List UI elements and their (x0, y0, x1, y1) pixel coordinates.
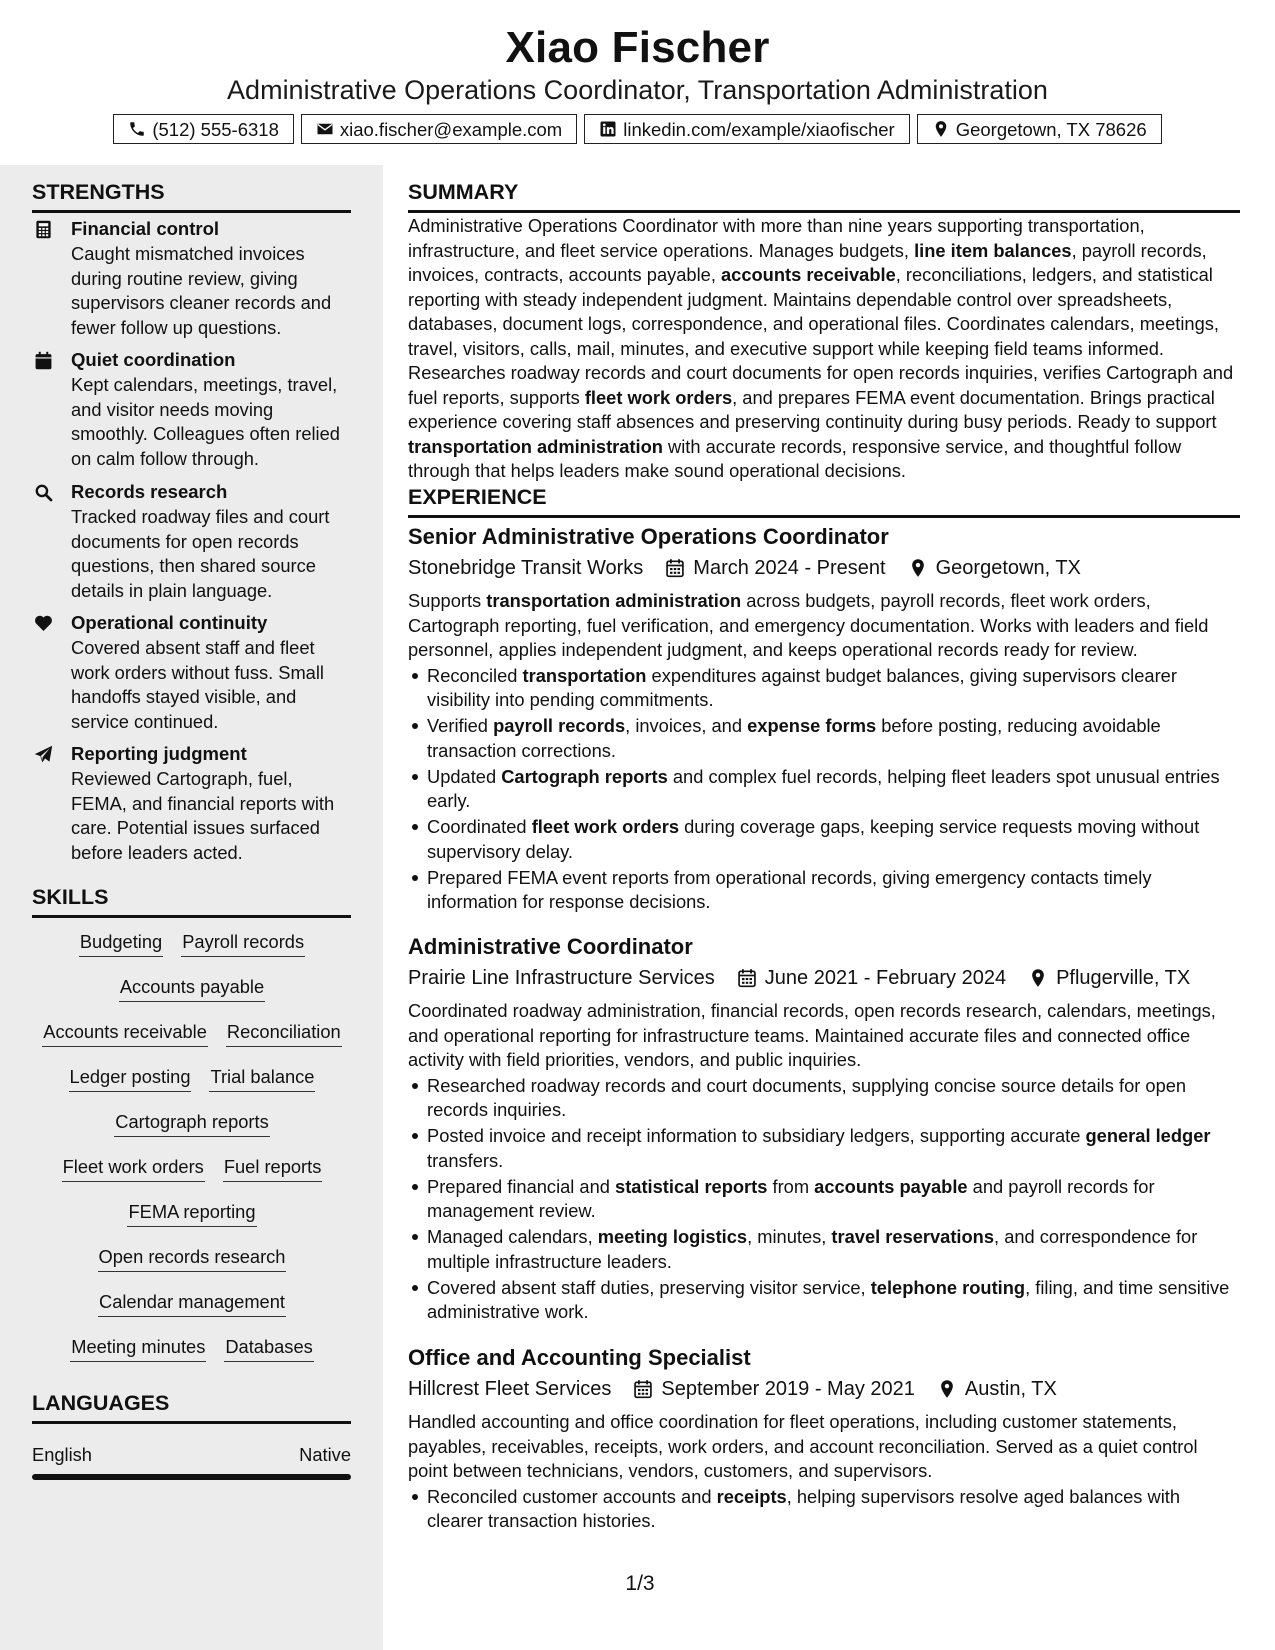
text-segment: Supports (408, 590, 487, 611)
contact-linkedin[interactable] (584, 114, 909, 144)
text-segment: , payroll records, invoices, contracts, accounts payable, (408, 239, 1207, 285)
strength-title: Records research (71, 481, 228, 502)
contact-email-text: xiao.fischer@example.com (339, 118, 563, 140)
text-segment: Coordinated roadway administration, financial records, open records research, calendars, meetings, and operational reporting for infrastructure teams. Maintained accurate files and connected office activity with field priorities, vendors, and public inquiries. (408, 1000, 1216, 1070)
job-location: Georgetown, TX (935, 557, 1081, 579)
summary-text (408, 214, 1240, 484)
phone-icon (128, 120, 146, 138)
job-bullet (408, 815, 1240, 864)
job-entry (408, 1343, 1240, 1535)
skill-tag: Calendar management (98, 1290, 286, 1317)
job-location: Austin, TX (964, 1378, 1057, 1400)
skill-row (32, 1245, 352, 1290)
calendar-icon (34, 351, 53, 370)
job-meta (408, 964, 1240, 992)
job-bullet (408, 1124, 1240, 1173)
strength-item (32, 348, 352, 471)
keyword-emphasis: telephone routing (870, 1276, 1026, 1298)
text-segment: , minutes, (747, 1226, 832, 1247)
job-bullet (408, 1175, 1240, 1224)
paper-plane-icon (34, 745, 53, 764)
job-bullet (408, 765, 1240, 814)
text-segment: before posting, reducing avoidable transaction corrections. (427, 715, 1161, 761)
job-meta (408, 1375, 1240, 1403)
strength-item (32, 611, 352, 734)
keyword-emphasis: expense forms (747, 715, 877, 736)
job-bullet (408, 866, 1240, 915)
job-dates: June 2021 - February 2024 (764, 967, 1007, 989)
text-segment: Prepared FEMA event reports from operational records, giving emergency contacts timely information for response decisions. (427, 866, 1152, 912)
job-bullet (408, 664, 1240, 713)
keyword-emphasis: accounts receivable (720, 264, 896, 285)
map-pin-icon (932, 120, 950, 138)
skill-tag: Databases (224, 1335, 313, 1362)
language-proficiency-bar (32, 1474, 351, 1480)
job-company: Stonebridge Transit Works (408, 557, 644, 579)
strength-desc: Reviewed Cartograph, fuel, FEMA, and financial reports with care. Potential issues surfaced before leaders acted. (71, 768, 335, 863)
skill-row (32, 1155, 352, 1200)
skill-row (32, 1290, 352, 1335)
language-name: English (32, 1444, 92, 1465)
job-company: Prairie Line Infrastructure Services (408, 967, 715, 989)
keyword-emphasis: fleet work orders (531, 816, 679, 837)
skill-row (32, 1335, 352, 1380)
calendar-icon (665, 558, 685, 578)
language-level: Native (299, 1444, 351, 1465)
job-title: Senior Administrative Operations Coordinator (408, 524, 889, 549)
calendar-icon (737, 968, 757, 988)
skill-tag: Fuel reports (223, 1155, 323, 1182)
job-title: Office and Accounting Specialist (408, 1345, 751, 1370)
skill-tag: Accounts receivable (42, 1020, 208, 1047)
page-number: 1/3 (625, 1572, 655, 1595)
strength-title: Quiet coordination (71, 349, 236, 370)
job-description (408, 589, 1240, 663)
job-bullets (408, 1485, 1240, 1534)
contact-phone-text: (512) 555-6318 (152, 118, 279, 140)
text-segment: Updated (427, 765, 502, 787)
experience-heading: EXPERIENCE (408, 483, 1240, 518)
contact-linkedin-text: linkedin.com/example/xiaofischer (623, 118, 895, 140)
skill-tag: Budgeting (79, 930, 163, 957)
keyword-emphasis: general ledger (1085, 1125, 1211, 1146)
job-bullet (408, 1225, 1240, 1274)
strength-desc: Kept calendars, meetings, travel, and visitor needs moving smoothly. Colleagues often relied on calm follow through. (71, 374, 340, 469)
resume-header (0, 0, 1275, 165)
strengths-heading: STRENGTHS (32, 178, 351, 213)
text-segment: from (767, 1175, 815, 1197)
skill-tag: Cartograph reports (114, 1110, 269, 1137)
job-bullets (408, 1074, 1240, 1325)
job-bullet (408, 1485, 1240, 1534)
envelope-icon (316, 120, 334, 138)
skill-tag: Payroll records (181, 930, 305, 957)
keyword-emphasis: transportation (522, 664, 647, 686)
strength-item (32, 480, 352, 603)
text-segment: , helping supervisors resolve aged balances with clearer transaction histories. (427, 1485, 1181, 1531)
text-segment: Coordinated (427, 816, 532, 837)
job-description (408, 999, 1240, 1073)
skill-row (32, 1200, 352, 1245)
skills-heading: SKILLS (32, 883, 351, 918)
text-segment: Posted invoice and receipt information to subsidiary ledgers, supporting accurate (427, 1125, 1086, 1146)
linkedin-icon (599, 120, 617, 138)
strength-item (32, 217, 352, 340)
keyword-emphasis: fleet work orders (584, 386, 733, 408)
skills-list (32, 930, 352, 1380)
keyword-emphasis: meeting logistics (597, 1226, 748, 1247)
skill-tag: FEMA reporting (127, 1200, 256, 1227)
strength-title: Reporting judgment (71, 743, 247, 764)
skill-row (32, 930, 352, 975)
summary-heading: SUMMARY (408, 178, 1240, 213)
text-segment: expenditures against budget balances, giving supervisors clearer visibility into pending commitments. (427, 664, 1177, 710)
job-company: Hillcrest Fleet Services (408, 1378, 612, 1400)
job-entry (408, 522, 1240, 916)
calculator-icon (34, 220, 53, 239)
skill-tag: Fleet work orders (62, 1155, 205, 1182)
languages-heading: LANGUAGES (32, 1389, 351, 1424)
map-pin-icon (1028, 968, 1048, 988)
text-segment: Administrative Operations Coordinator with more than nine years supporting transportation, infrastructure, and fleet service operations. Manages budgets, (408, 215, 1145, 261)
keyword-emphasis: Cartograph reports (501, 765, 668, 787)
search-icon (34, 483, 53, 502)
strength-desc: Covered absent staff and fleet work orders without fuss. Small handoffs stayed visible, and service continued. (71, 637, 324, 732)
text-segment: , and prepares FEMA event documentation. Brings practical experience covering staff absences and preserving continuity during busy periods. Ready to support (408, 386, 1217, 432)
skill-tag: Reconciliation (226, 1020, 342, 1047)
job-bullets (408, 664, 1240, 915)
heart-icon (34, 614, 53, 633)
keyword-emphasis: transportation administration (408, 435, 663, 457)
text-segment: Covered absent staff duties, preserving visitor service, (427, 1276, 871, 1298)
job-bullet (408, 1276, 1240, 1325)
text-segment: , invoices, and (625, 715, 748, 736)
contact-bar (0, 114, 1275, 144)
skill-row (32, 1020, 352, 1065)
text-segment: with accurate records, responsive service, and thoughtful follow through that helps leaders make sound operational decisions. (408, 435, 1182, 481)
candidate-headline: Administrative Operations Coordinator, Transportation Administration (227, 75, 1048, 105)
text-segment: , reconciliations, ledgers, and statistical reporting with steady independent judgment. Maintains dependable control over spreadsheets, databases, document logs, correspondence, and operational files. Coordinates calendars, meetings, travel, visitors, calls, mail, minutes, and executive support while keeping field teams informed. Researches roadway records and court documents for open records inquiries, verifies Cartograph and fuel reports, supports (408, 264, 1234, 408)
text-segment: , filing, and time sensitive administrative work. (427, 1276, 1230, 1322)
keyword-emphasis: statistical reports (615, 1175, 768, 1197)
map-pin-icon (937, 1379, 957, 1399)
calendar-icon (633, 1379, 653, 1399)
text-segment: Managed calendars, (427, 1226, 598, 1247)
text-segment: Reconciled customer accounts and (427, 1485, 717, 1507)
sidebar (0, 165, 383, 1650)
text-segment: , and correspondence for multiple infrastructure leaders. (427, 1226, 1198, 1272)
text-segment: and complex fuel records, helping fleet leaders spot unusual entries early. (427, 765, 1220, 811)
text-segment: during coverage gaps, keeping service requests moving without supervisory delay. (427, 816, 1200, 862)
keyword-emphasis: payroll records (493, 715, 626, 736)
skill-tag: Open records research (98, 1245, 287, 1272)
strength-item (32, 742, 352, 865)
contact-email[interactable] (301, 114, 577, 144)
strength-desc: Tracked roadway files and court documents for open records questions, then shared source details in plain language. (71, 506, 330, 601)
strength-title: Operational continuity (71, 612, 268, 633)
job-location: Pflugerville, TX (1056, 967, 1191, 989)
text-segment: and payroll records for management review. (427, 1175, 1155, 1221)
job-title: Administrative Coordinator (408, 934, 693, 959)
language-row (32, 1443, 351, 1467)
keyword-emphasis: line item balances (914, 239, 1072, 261)
skill-row (32, 1065, 352, 1110)
strength-title: Financial control (71, 218, 220, 239)
skill-row (32, 1110, 352, 1155)
text-segment: transfers. (427, 1149, 504, 1171)
text-segment: Verified (427, 715, 494, 736)
skill-tag: Meeting minutes (70, 1335, 206, 1362)
contact-location-text: Georgetown, TX 78626 (955, 118, 1147, 140)
skill-row (32, 975, 352, 1020)
contact-phone[interactable] (113, 114, 294, 144)
candidate-name: Xiao Fischer (505, 23, 770, 72)
keyword-emphasis: accounts payable (814, 1175, 968, 1197)
skill-tag: Trial balance (209, 1065, 315, 1092)
job-meta (408, 554, 1240, 582)
text-segment: Reconciled (427, 664, 523, 686)
job-description (408, 1410, 1240, 1484)
map-pin-icon (908, 558, 928, 578)
keyword-emphasis: travel reservations (831, 1226, 995, 1247)
job-bullet (408, 1074, 1240, 1123)
text-segment: Prepared financial and (427, 1175, 616, 1197)
keyword-emphasis: transportation administration (486, 590, 742, 611)
strength-desc: Caught mismatched invoices during routine review, giving supervisors cleaner records and fewer follow up questions. (71, 243, 332, 338)
text-segment: Researched roadway records and court documents, supplying concise source details for open records inquiries. (427, 1074, 1187, 1120)
job-entry (408, 932, 1240, 1326)
text-segment: Handled accounting and office coordination for fleet operations, including customer statements, payables, receivables, receipts, work orders, and account reconciliation. Served as a quiet control point between technicians, vendors, customers, and supervisors. (408, 1411, 1198, 1481)
job-dates: March 2024 - Present (693, 557, 886, 579)
skill-tag: Ledger posting (69, 1065, 192, 1092)
keyword-emphasis: receipts (716, 1485, 787, 1507)
job-bullet (408, 714, 1240, 763)
contact-location[interactable] (917, 114, 1162, 144)
job-dates: September 2019 - May 2021 (661, 1378, 915, 1400)
text-segment: across budgets, payroll records, fleet work orders, Cartograph reporting, fuel verification, and emergency documentation. Works with leaders and field personnel, applies independent judgment, and keeps operational records ready for review. (408, 590, 1209, 660)
skill-tag: Accounts payable (119, 975, 265, 1002)
